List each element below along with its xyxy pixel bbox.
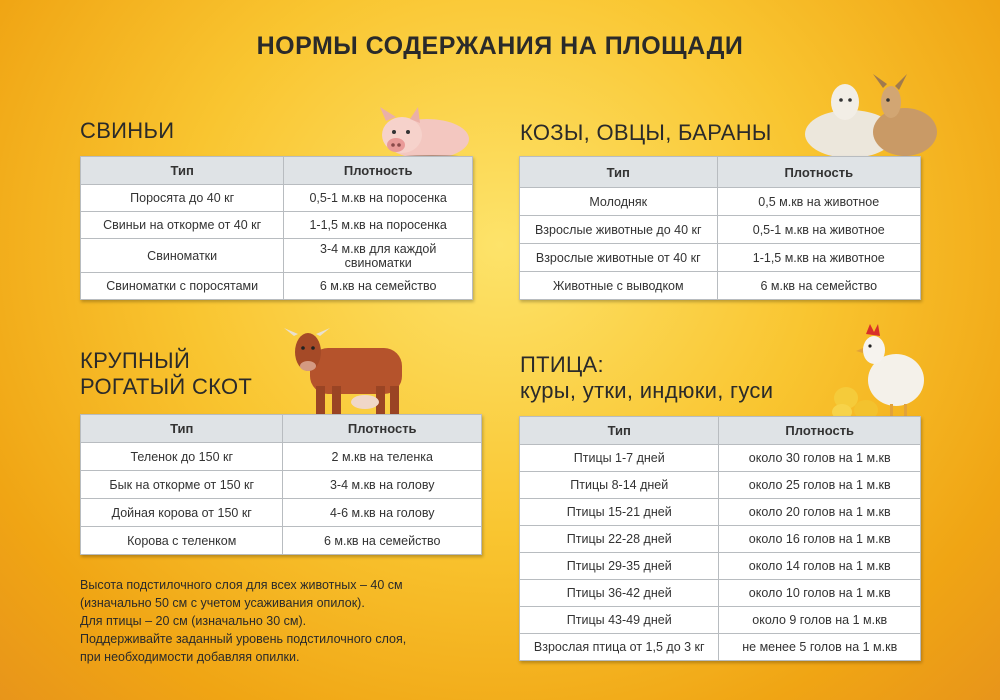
type-cell: Молодняк bbox=[520, 188, 718, 216]
type-cell: Птицы 29-35 дней bbox=[520, 553, 719, 580]
type-cell: Птицы 22-28 дней bbox=[520, 526, 719, 553]
note-line: Для птицы – 20 см (изначально 30 см). bbox=[80, 614, 307, 628]
note-line: (изначально 50 см с учетом усаживания опилок). bbox=[80, 596, 365, 610]
column-header-density: Плотность bbox=[719, 417, 921, 445]
table-row bbox=[520, 634, 921, 661]
type-cell: Поросята до 40 кг bbox=[81, 185, 284, 212]
type-cell: Птицы 8-14 дней bbox=[520, 472, 719, 499]
density-cell: 3-4 м.кв на голову bbox=[283, 471, 482, 499]
type-cell: Птицы 1-7 дней bbox=[520, 445, 719, 472]
density-cell: около 10 голов на 1 м.кв bbox=[719, 580, 921, 607]
density-cell: около 14 голов на 1 м.кв bbox=[719, 553, 921, 580]
chicken-image bbox=[830, 318, 930, 422]
note-line: Высота подстилочного слоя для всех животных – 40 см bbox=[80, 578, 403, 592]
note-line: при необходимости добавляя опилки. bbox=[80, 650, 300, 664]
table-row bbox=[81, 499, 482, 527]
table-row bbox=[520, 553, 921, 580]
density-cell: 2 м.кв на теленка bbox=[283, 443, 482, 471]
pig-image bbox=[372, 105, 472, 163]
pigs-table bbox=[80, 156, 473, 300]
type-cell: Взрослые животные до 40 кг bbox=[520, 216, 718, 244]
density-cell: 1-1,5 м.кв на поросенка bbox=[284, 212, 473, 239]
type-cell: Птицы 15-21 дней bbox=[520, 499, 719, 526]
table-row bbox=[520, 216, 921, 244]
type-cell: Взрослая птица от 1,5 до 3 кг bbox=[520, 634, 719, 661]
goats-section-title: КОЗЫ, ОВЦЫ, БАРАНЫ bbox=[520, 120, 772, 145]
density-cell: 1-1,5 м.кв на животное bbox=[717, 244, 921, 272]
table-row bbox=[81, 273, 473, 300]
table-row bbox=[520, 472, 921, 499]
table-row bbox=[520, 607, 921, 634]
type-cell: Свиноматки bbox=[81, 239, 284, 273]
column-header-density: Плотность bbox=[283, 415, 482, 443]
column-header-density: Плотность bbox=[284, 157, 473, 185]
density-cell: 6 м.кв на семейство bbox=[717, 272, 921, 300]
type-cell: Дойная корова от 150 кг bbox=[81, 499, 283, 527]
table-row bbox=[81, 212, 473, 239]
table-row bbox=[81, 527, 482, 555]
poultry-title-line2: куры, утки, индюки, гуси bbox=[520, 378, 774, 403]
table-row bbox=[520, 499, 921, 526]
type-cell: Птицы 43-49 дней bbox=[520, 607, 719, 634]
poultry-title-line1: ПТИЦА: bbox=[520, 352, 604, 377]
type-cell: Взрослые животные от 40 кг bbox=[520, 244, 718, 272]
note-line: Поддерживайте заданный уровень подстилочного слоя, bbox=[80, 632, 407, 646]
table-row bbox=[520, 445, 921, 472]
goat-sheep-image bbox=[795, 72, 945, 162]
type-cell: Свиньи на откорме от 40 кг bbox=[81, 212, 284, 239]
type-cell: Свиноматки с поросятами bbox=[81, 273, 284, 300]
type-cell: Теленок до 150 кг bbox=[81, 443, 283, 471]
density-cell: около 25 голов на 1 м.кв bbox=[719, 472, 921, 499]
table-row bbox=[520, 244, 921, 272]
type-cell: Птицы 36-42 дней bbox=[520, 580, 719, 607]
table-row bbox=[520, 188, 921, 216]
pigs-section-title: СВИНЬИ bbox=[80, 118, 175, 143]
density-cell: около 20 голов на 1 м.кв bbox=[719, 499, 921, 526]
density-cell: 0,5-1 м.кв на животное bbox=[717, 216, 921, 244]
column-header-density: Плотность bbox=[717, 157, 921, 188]
table-row bbox=[81, 471, 482, 499]
cow-image bbox=[280, 322, 420, 422]
type-cell: Корова с теленком bbox=[81, 527, 283, 555]
cattle-section-title bbox=[80, 348, 252, 400]
density-cell: 6 м.кв на семейство bbox=[284, 273, 473, 300]
type-cell: Бык на откорме от 150 кг bbox=[81, 471, 283, 499]
density-cell: около 9 голов на 1 м.кв bbox=[719, 607, 921, 634]
table-row bbox=[520, 272, 921, 300]
cattle-title-line1: КРУПНЫЙ bbox=[80, 348, 191, 373]
cattle-table bbox=[80, 414, 482, 555]
density-cell: 3-4 м.кв для каждой свиноматки bbox=[284, 239, 473, 273]
goats-table bbox=[519, 156, 921, 300]
bedding-note bbox=[80, 576, 500, 666]
page-title: НОРМЫ СОДЕРЖАНИЯ НА ПЛОЩАДИ bbox=[256, 32, 744, 60]
column-header-type: Тип bbox=[81, 415, 283, 443]
density-cell: 0,5 м.кв на животное bbox=[717, 188, 921, 216]
poultry-section-title bbox=[520, 352, 773, 404]
table-row bbox=[520, 580, 921, 607]
density-cell: не менее 5 голов на 1 м.кв bbox=[719, 634, 921, 661]
density-cell: 6 м.кв на семейство bbox=[283, 527, 482, 555]
type-cell: Животные с выводком bbox=[520, 272, 718, 300]
column-header-type: Тип bbox=[520, 417, 719, 445]
table-row bbox=[81, 185, 473, 212]
column-header-type: Тип bbox=[81, 157, 284, 185]
density-cell: 0,5-1 м.кв на поросенка bbox=[284, 185, 473, 212]
table-row bbox=[81, 239, 473, 273]
density-cell: около 16 голов на 1 м.кв bbox=[719, 526, 921, 553]
cattle-title-line2: РОГАТЫЙ СКОТ bbox=[80, 374, 253, 399]
table-row bbox=[81, 443, 482, 471]
density-cell: около 30 голов на 1 м.кв bbox=[719, 445, 921, 472]
column-header-type: Тип bbox=[520, 157, 718, 188]
poultry-table bbox=[519, 416, 921, 661]
density-cell: 4-6 м.кв на голову bbox=[283, 499, 482, 527]
table-row bbox=[520, 526, 921, 553]
